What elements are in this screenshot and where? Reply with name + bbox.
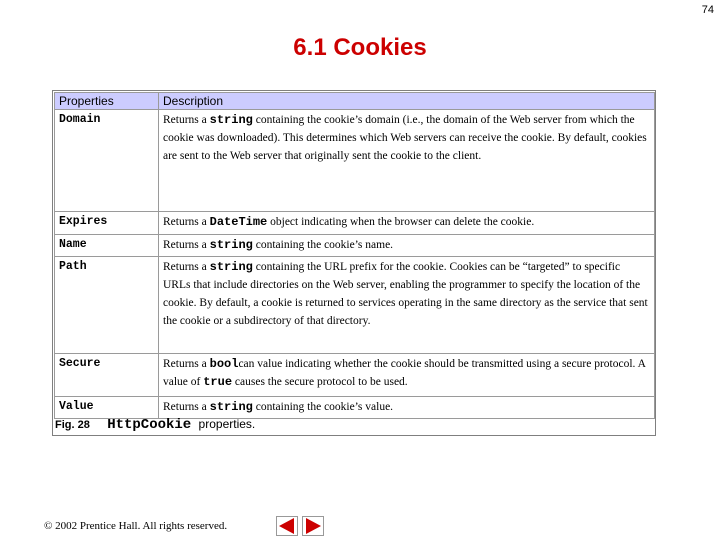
table-body: [55, 110, 655, 419]
property-description: [159, 235, 655, 257]
property-name: Expires: [55, 212, 159, 235]
table-row: [55, 354, 655, 397]
description-text: containing the cookie’s name.: [252, 239, 394, 251]
properties-table: [54, 92, 655, 419]
description-text: Returns a: [163, 261, 210, 273]
property-name: Secure: [55, 354, 159, 397]
description-text: Returns a: [163, 358, 210, 370]
table-header-row: [55, 93, 655, 110]
property-description: [159, 257, 655, 354]
right-arrow-icon[interactable]: [302, 516, 324, 536]
property-description: [159, 110, 655, 212]
code-term: string: [209, 238, 253, 252]
property-description: [159, 354, 655, 397]
property-description: [159, 397, 655, 419]
code-term: DateTime: [209, 215, 268, 229]
copyright-notice: © 2002 Prentice Hall. All rights reserved.: [44, 520, 228, 532]
header-properties: Properties: [55, 93, 159, 110]
code-term: true: [203, 375, 233, 389]
table-row: [55, 397, 655, 419]
figure-number: Fig. 28: [55, 419, 90, 431]
page-number: 74: [701, 4, 714, 16]
properties-figure: [52, 90, 656, 436]
description-text: can value indicating whether the cookie should be transmitted using a secure protocol. A value of: [163, 358, 646, 388]
description-text: object indicating when the browser can delete the cookie.: [267, 216, 535, 228]
code-term: string: [209, 400, 253, 414]
property-name: Value: [55, 397, 159, 419]
figure-class-name: HttpCookie: [107, 417, 192, 433]
description-text: containing the URL prefix for the cookie. Cookies can be “targeted” to specific URLs that include directories on the Web server, enabling the programmer to specify the location of the cookie. By default, a cookie is returned to services operating in the same directory as the service that sent the cookie or a subdirectory of that directory.: [163, 261, 648, 327]
property-description: [159, 212, 655, 235]
table-row: [55, 212, 655, 235]
property-name: Path: [55, 257, 159, 354]
description-text: Returns a: [163, 216, 210, 228]
description-text: Returns a: [163, 401, 210, 413]
table-row: [55, 110, 655, 212]
description-text: containing the cookie’s domain (i.e., the domain of the Web server from which the cookie was downloaded). This determines which Web servers can receive the cookie. By default, cookies are sent to the Web server that originally sent the cookie to the client.: [163, 114, 647, 162]
figure-caption-text: properties.: [198, 417, 256, 431]
table-row: [55, 257, 655, 354]
left-arrow-icon[interactable]: [276, 516, 298, 536]
description-text: causes the secure protocol to be used.: [232, 376, 408, 388]
code-term: string: [209, 113, 253, 127]
property-name: Domain: [55, 110, 159, 212]
table-row: [55, 235, 655, 257]
figure-caption: [55, 417, 255, 433]
property-name: Name: [55, 235, 159, 257]
code-term: string: [209, 260, 253, 274]
slide-title: 6.1 Cookies: [293, 34, 427, 61]
code-term: bool: [209, 357, 239, 371]
description-text: Returns a: [163, 114, 210, 126]
description-text: Returns a: [163, 239, 210, 251]
description-text: containing the cookie’s value.: [252, 401, 394, 413]
header-description: Description: [159, 93, 655, 110]
